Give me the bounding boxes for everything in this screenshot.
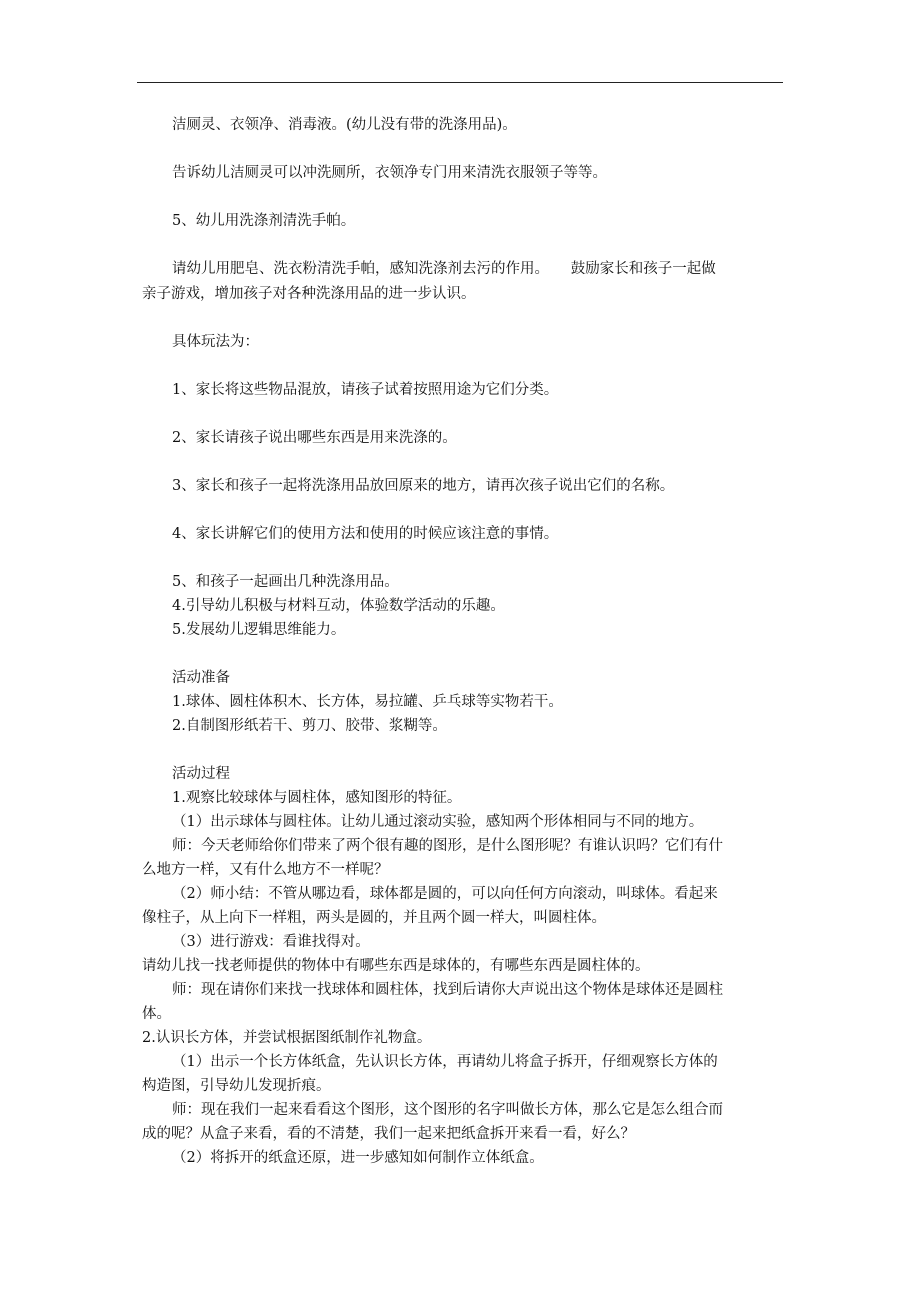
text-line: 师：现在请你们来找一找球体和圆柱体，找到后请你大声说出这个物体是球体还是圆柱: [172, 982, 723, 998]
text-line: 1.观察比较球体与圆柱体，感知图形的特征。: [172, 790, 462, 806]
text-line: 2、家长请孩子说出哪些东西是用来洗涤的。: [172, 430, 457, 446]
text-line: 成的呢？从盒子来看，看的不清楚，我们一起来把纸盒拆开来看一看，好么？: [142, 1126, 635, 1142]
text-line: 具体玩法为：: [172, 334, 259, 350]
text-line: 洁厕灵、衣领净、消毒液。(幼儿没有带的洗涤用品)。: [172, 117, 517, 133]
text-line: 请幼儿找一找老师提供的物体中有哪些东西是球体的，有哪些东西是圆柱体的。: [142, 958, 650, 974]
header-rule: [137, 82, 783, 83]
text-line: 师：今天老师给你们带来了两个很有趣的图形，是什么图形呢？有谁认识吗？它们有什: [172, 838, 723, 854]
text-line: （1）出示一个长方体纸盒，先认识长方体，再请幼儿将盒子拆开，仔细观察长方体的: [172, 1054, 718, 1070]
text-line: 么地方一样，又有什么地方不一样呢？: [142, 862, 389, 878]
text-line: 告诉幼儿洁厕灵可以冲洗厕所，衣领净专门用来清洗衣服领子等等。: [172, 165, 607, 181]
text-line: （3）进行游戏：看谁找得对。: [172, 934, 370, 950]
text-line: （2）将拆开的纸盒还原，进一步感知如何制作立体纸盒。: [172, 1150, 544, 1166]
text-line: 亲子游戏，增加孩子对各种洗涤用品的进一步认识。: [142, 286, 476, 302]
text-line: 2.认识长方体，并尝试根据图纸制作礼物盒。: [142, 1030, 432, 1046]
text-line: 5.发展幼儿逻辑思维能力。: [172, 622, 346, 638]
text-line: 构造图，引导幼儿发现折痕。: [142, 1078, 331, 1094]
section-heading: 活动准备: [172, 670, 230, 686]
text-line: 4、家长讲解它们的使用方法和使用的时候应该注意的事情。: [172, 526, 559, 542]
text-line: 4.引导幼儿积极与材料互动，体验数学活动的乐趣。: [172, 598, 505, 614]
text-line: 请幼儿用肥皂、洗衣粉清洗手帕，感知洗涤剂去污的作用。 鼓励家长和孩子一起做: [172, 261, 716, 277]
section-heading: 活动过程: [172, 766, 230, 782]
text-line: 1.球体、圆柱体积木、长方体，易拉罐、乒乓球等实物若干。: [172, 694, 563, 710]
text-line: 5、幼儿用洗涤剂清洗手帕。: [172, 213, 356, 229]
text-line: 5、和孩子一起画出几种洗涤用品。: [172, 574, 399, 590]
text-line: 1、家长将这些物品混放，请孩子试着按照用途为它们分类。: [172, 382, 559, 398]
text-line: 2.自制图形纸若干、剪刀、胶带、浆糊等。: [172, 718, 447, 734]
text-line: 体。: [142, 1006, 171, 1022]
text-line: （2）师小结：不管从哪边看，球体都是圆的，可以向任何方向滚动，叫球体。看起来: [172, 886, 718, 902]
text-line: 师：现在我们一起来看看这个图形，这个图形的名字叫做长方体，那么它是怎么组合而: [172, 1102, 723, 1118]
text-line: 像柱子，从上向下一样粗，两头是圆的，并且两个圆一样大，叫圆柱体。: [142, 910, 606, 926]
text-line: 3、家长和孩子一起将洗涤用品放回原来的地方，请再次孩子说出它们的名称。: [172, 478, 675, 494]
text-line: （1）出示球体与圆柱体。让幼儿通过滚动实验，感知两个形体相同与不同的地方。: [172, 814, 704, 830]
